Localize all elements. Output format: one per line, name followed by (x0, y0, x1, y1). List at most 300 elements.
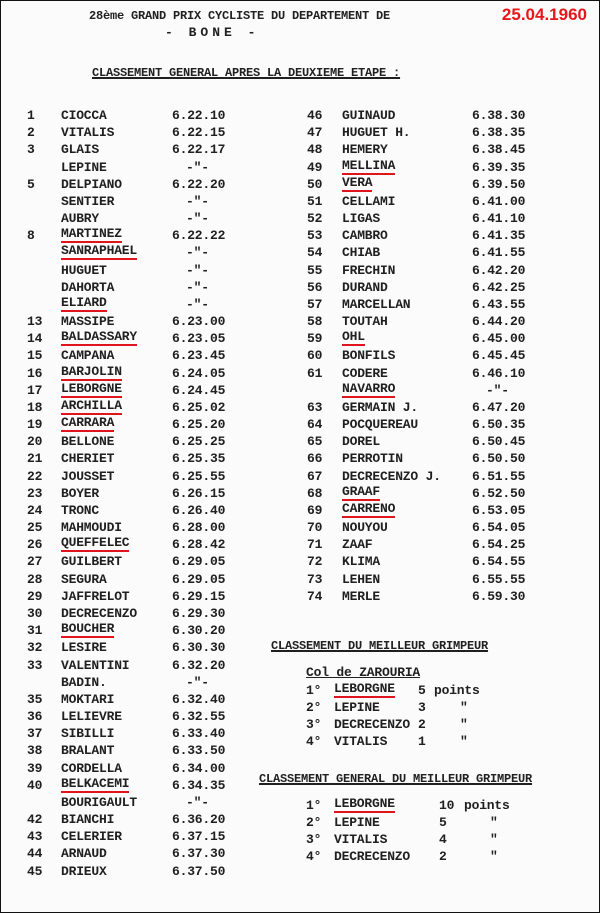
rider-time: 6.23.00 (172, 314, 226, 330)
rider-time: -"- (186, 193, 209, 209)
classification-row (27, 416, 277, 433)
rider-rank: 38 (27, 743, 43, 759)
rider-time: 6.54.05 (472, 520, 526, 536)
rider-time: 6.55.55 (472, 571, 526, 587)
classification-row (301, 279, 561, 296)
classification-row (301, 433, 561, 450)
classification-row (27, 674, 277, 691)
rider-rank: 49 (307, 159, 323, 175)
rider-time: 6.59.30 (472, 588, 526, 604)
rider-time: 6.41.10 (472, 211, 526, 227)
climber-name: DECRECENZO (334, 849, 411, 864)
climber-row (306, 733, 566, 750)
rider-rank: 33 (27, 657, 43, 673)
classification-row (301, 571, 561, 588)
classification-row (301, 588, 561, 605)
classification-row (301, 382, 561, 399)
rider-rank: 1 (27, 108, 35, 123)
rider-rank: 54 (307, 245, 323, 261)
rider-time: 6.22.22 (172, 228, 226, 244)
rider-rank: 72 (307, 554, 323, 570)
classification-row (301, 553, 561, 570)
rider-rank: 37 (27, 726, 43, 742)
rider-name: GRAAF (342, 483, 381, 499)
rider-time: 6.54.55 (472, 554, 526, 570)
rider-time: -"- (486, 382, 509, 398)
date-stamp: 25.04.1960 (501, 5, 587, 24)
rider-name: LEPINE (61, 159, 107, 175)
rider-rank: 73 (307, 571, 323, 587)
classification-row (301, 296, 561, 313)
rider-rank: 31 (27, 623, 43, 639)
classification-row (301, 193, 561, 210)
rider-name: MELLINA (342, 157, 396, 173)
climber-stage-list (306, 682, 566, 750)
rider-name: CELERIER (61, 829, 122, 845)
classification-row (27, 210, 277, 227)
rider-time: 6.45.00 (472, 331, 526, 347)
rider-time: 6.47.20 (472, 399, 526, 415)
climber-stage-heading: CLASSEMENT DU MEILLEUR GRIMPEUR (271, 639, 489, 653)
rider-name: LESIRE (61, 640, 107, 656)
rider-name: DRIEUX (61, 863, 107, 879)
rider-time: 6.25.02 (172, 399, 226, 415)
rider-name: DECRECENZO (61, 605, 138, 621)
classification-row (27, 107, 277, 124)
classification-row (27, 777, 277, 794)
rider-time: 6.46.10 (472, 365, 526, 381)
rider-time: 6.30.20 (172, 623, 226, 639)
rider-name: CELLAMI (342, 193, 396, 209)
classification-row (301, 536, 561, 553)
climber-position: 3° (306, 717, 322, 732)
climber-points: 2 (418, 717, 426, 732)
rider-name: JAFFRELOT (61, 588, 130, 604)
document-location: - BONE - (165, 25, 260, 40)
classification-row (301, 450, 561, 467)
rider-name: LEBORGNE (61, 380, 122, 396)
rider-rank: 21 (27, 451, 43, 467)
rider-rank: 39 (27, 760, 43, 776)
rider-rank: 60 (307, 348, 323, 364)
rider-rank: 58 (307, 314, 323, 330)
classification-row (301, 141, 561, 158)
rider-name: GERMAIN J. (342, 399, 419, 415)
classification-row (301, 244, 561, 261)
classification-row (27, 571, 277, 588)
rider-rank: 57 (307, 296, 323, 312)
rider-time: 6.32.20 (172, 657, 226, 673)
rider-rank: 74 (307, 588, 323, 604)
rider-name: BELLONE (61, 434, 115, 450)
rider-name: BOUCHER (61, 621, 115, 637)
rider-name: QUEFFELEC (61, 535, 130, 551)
climber-points-unit: points (434, 683, 480, 698)
climber-name: VITALIS (334, 734, 388, 749)
climber-position: 1° (306, 683, 322, 698)
climber-name: DECRECENZO (334, 717, 411, 732)
rider-name: GUINAUD (342, 108, 396, 123)
rider-time: 6.22.10 (172, 108, 226, 123)
classification-row (27, 399, 277, 416)
climber-general-heading: CLASSEMENT GENERAL DU MEILLEUR GRIMPEUR (259, 772, 533, 786)
rider-time: 6.42.20 (472, 262, 526, 278)
rider-time: 6.43.55 (472, 296, 526, 312)
rider-time: 6.41.35 (472, 228, 526, 244)
climber-points: 2 (439, 849, 447, 864)
rider-rank: 18 (27, 399, 43, 415)
classification-row (27, 330, 277, 347)
classification-row (27, 708, 277, 725)
rider-time: 6.53.05 (472, 502, 526, 518)
rider-rank: 45 (27, 863, 43, 879)
climber-position: 3° (306, 832, 322, 847)
climber-points: 4 (439, 832, 447, 847)
rider-time: 6.39.50 (472, 176, 526, 192)
classification-row (27, 588, 277, 605)
rider-time: 6.41.55 (472, 245, 526, 261)
rider-name: CIOCCA (61, 108, 107, 123)
rider-rank: 3 (27, 142, 35, 158)
rider-time: 6.38.45 (472, 142, 526, 158)
climber-name: LEPINE (334, 700, 380, 715)
rider-name: ARNAUD (61, 846, 107, 862)
rider-name: MASSIPE (61, 314, 115, 330)
rider-rank: 51 (307, 193, 323, 209)
classification-row (27, 159, 277, 176)
classification-row (27, 450, 277, 467)
rider-time: 6.36.20 (172, 812, 226, 828)
rider-time: -"- (186, 296, 209, 312)
rider-time: 6.22.15 (172, 125, 226, 141)
rider-time: 6.32.40 (172, 691, 226, 707)
rider-name: SEGURA (61, 571, 107, 587)
rider-rank: 59 (307, 331, 323, 347)
classification-row (301, 210, 561, 227)
classification-row (27, 433, 277, 450)
climber-points: 5 (439, 815, 447, 830)
rider-time: -"- (186, 245, 209, 261)
rider-rank: 22 (27, 468, 43, 484)
climber-points-unit: " (460, 700, 468, 715)
classification-row (301, 519, 561, 536)
rider-rank: 42 (27, 812, 43, 828)
classification-row (27, 811, 277, 828)
rider-rank: 50 (307, 176, 323, 192)
rider-name: NOUYOU (342, 520, 388, 536)
classification-row (301, 485, 561, 502)
classification-row (27, 468, 277, 485)
classification-row (27, 262, 277, 279)
rider-rank: 65 (307, 434, 323, 450)
climber-row (306, 814, 566, 831)
climber-name: LEBORGNE (334, 796, 395, 811)
classification-row (301, 330, 561, 347)
classification-row (27, 193, 277, 210)
rider-time: 6.30.30 (172, 640, 226, 656)
rider-rank: 26 (27, 537, 43, 553)
classification-row (301, 159, 561, 176)
rider-time: 6.29.15 (172, 588, 226, 604)
classification-column-right (301, 107, 561, 605)
rider-rank: 68 (307, 485, 323, 501)
climber-points: 10 (439, 798, 455, 813)
classification-row (27, 485, 277, 502)
rider-rank: 55 (307, 262, 323, 278)
classification-row (27, 639, 277, 656)
classification-row (27, 176, 277, 193)
rider-rank: 63 (307, 399, 323, 415)
rider-name: AUBRY (61, 211, 100, 227)
climber-row (306, 699, 566, 716)
rider-rank: 53 (307, 228, 323, 244)
rider-name: BONFILS (342, 348, 396, 364)
classification-row (27, 519, 277, 536)
rider-rank: 36 (27, 709, 43, 725)
rider-time: 6.37.15 (172, 829, 226, 845)
rider-time: 6.33.40 (172, 726, 226, 742)
rider-time: 6.32.55 (172, 709, 226, 725)
rider-time: 6.29.30 (172, 605, 226, 621)
classification-column-left (27, 107, 277, 880)
rider-name: ARCHILLA (61, 397, 122, 413)
climber-points-unit: points (464, 798, 510, 813)
classification-row (301, 124, 561, 141)
rider-rank: 8 (27, 228, 35, 244)
rider-name: CHERIET (61, 451, 115, 467)
rider-time: -"- (186, 279, 209, 295)
rider-rank: 19 (27, 417, 43, 433)
rider-time: 6.37.30 (172, 846, 226, 862)
rider-time: 6.41.00 (472, 193, 526, 209)
climber-row (306, 797, 566, 814)
rider-name: LIGAS (342, 211, 381, 227)
climber-name: VITALIS (334, 832, 388, 847)
classification-row (301, 502, 561, 519)
rider-name: FRECHIN (342, 262, 396, 278)
rider-rank: 66 (307, 451, 323, 467)
rider-time: 6.38.35 (472, 125, 526, 141)
rider-time: 6.33.50 (172, 743, 226, 759)
rider-name: CORDELLA (61, 760, 122, 776)
rider-rank: 71 (307, 537, 323, 553)
rider-time: 6.45.45 (472, 348, 526, 364)
climber-points-unit: " (460, 717, 468, 732)
rider-name: VERA (342, 174, 373, 190)
rider-name: BELKACEMI (61, 775, 130, 791)
rider-name: JOUSSET (61, 468, 115, 484)
classification-row (27, 244, 277, 261)
rider-name: LEHEN (342, 571, 381, 587)
rider-name: HUGUET H. (342, 125, 411, 141)
classification-row (27, 863, 277, 880)
rider-time: 6.26.40 (172, 502, 226, 518)
classification-row (27, 141, 277, 158)
rider-name: KLIMA (342, 554, 381, 570)
rider-name: HEMERY (342, 142, 388, 158)
rider-time: 6.34.00 (172, 760, 226, 776)
rider-rank: 5 (27, 176, 35, 192)
rider-name: SENTIER (61, 193, 115, 209)
rider-rank: 70 (307, 520, 323, 536)
classification-row (27, 365, 277, 382)
rider-rank: 47 (307, 125, 323, 141)
rider-time: 6.24.05 (172, 365, 226, 381)
rider-name: ZAAF (342, 537, 373, 553)
rider-time: 6.50.35 (472, 417, 526, 433)
rider-rank: 20 (27, 434, 43, 450)
classification-row (27, 725, 277, 742)
rider-rank: 28 (27, 571, 43, 587)
classification-row (27, 313, 277, 330)
rider-rank: 30 (27, 605, 43, 621)
rider-rank: 56 (307, 279, 323, 295)
rider-time: 6.50.45 (472, 434, 526, 450)
classification-row (27, 536, 277, 553)
rider-name: CHIAB (342, 245, 381, 261)
classification-row (301, 227, 561, 244)
climber-points: 5 (418, 683, 426, 698)
rider-time: 6.34.35 (172, 777, 226, 793)
classification-row (27, 502, 277, 519)
rider-time: 6.25.35 (172, 451, 226, 467)
rider-name: CAMBRO (342, 228, 388, 244)
rider-time: 6.25.20 (172, 417, 226, 433)
climber-points-unit: " (490, 815, 498, 830)
climber-general-list (306, 797, 566, 865)
rider-name: BADIN. (61, 674, 107, 690)
rider-rank: 24 (27, 502, 43, 518)
climber-position: 2° (306, 815, 322, 830)
classification-row (301, 313, 561, 330)
rider-time: 6.23.05 (172, 331, 226, 347)
rider-name: CODERE (342, 365, 388, 381)
rider-rank: 23 (27, 485, 43, 501)
climber-position: 4° (306, 734, 322, 749)
climb-col-name: Col de ZAROURIA (306, 665, 421, 680)
rider-time: -"- (186, 674, 209, 690)
rider-time: 6.23.45 (172, 348, 226, 364)
classification-row (27, 657, 277, 674)
classification-row (301, 416, 561, 433)
rider-rank: 15 (27, 348, 43, 364)
classification-row (27, 794, 277, 811)
rider-rank: 69 (307, 502, 323, 518)
classification-row (27, 828, 277, 845)
classification-row (27, 691, 277, 708)
rider-time: 6.29.05 (172, 571, 226, 587)
rider-time: 6.39.35 (472, 159, 526, 175)
rider-name: TOUTAH (342, 314, 388, 330)
rider-name: NAVARRO (342, 380, 396, 396)
classification-row (27, 296, 277, 313)
climber-position: 4° (306, 849, 322, 864)
rider-time: 6.24.45 (172, 382, 226, 398)
classification-row (27, 124, 277, 141)
rider-rank: 46 (307, 108, 323, 123)
rider-time: 6.37.50 (172, 863, 226, 879)
climber-name: LEPINE (334, 815, 380, 830)
climber-row (306, 831, 566, 848)
rider-rank: 48 (307, 142, 323, 158)
rider-name: MARTINEZ (61, 226, 122, 242)
rider-name: BARJOLIN (61, 363, 122, 379)
climber-position: 2° (306, 700, 322, 715)
rider-name: CARRARA (61, 415, 115, 431)
rider-time: 6.22.20 (172, 176, 226, 192)
rider-time: 6.29.05 (172, 554, 226, 570)
rider-time: 6.25.55 (172, 468, 226, 484)
rider-name: PERROTIN (342, 451, 403, 467)
rider-name: LELIEVRE (61, 709, 122, 725)
rider-rank: 27 (27, 554, 43, 570)
climber-position: 1° (306, 798, 322, 813)
rider-rank: 35 (27, 691, 43, 707)
rider-rank: 64 (307, 417, 323, 433)
rider-time: 6.28.00 (172, 520, 226, 536)
rider-name: BRALANT (61, 743, 115, 759)
rider-name: GUILBERT (61, 554, 122, 570)
rider-name: VALENTINI (61, 657, 130, 673)
rider-rank: 2 (27, 125, 35, 141)
rider-time: 6.22.17 (172, 142, 226, 158)
classification-row (27, 347, 277, 364)
rider-name: SANRAPHAEL (61, 243, 138, 259)
classification-row (301, 347, 561, 364)
rider-name: BOURIGAULT (61, 794, 138, 810)
rider-name: BOYER (61, 485, 100, 501)
rider-name: CARRENO (342, 500, 396, 516)
rider-name: TRONC (61, 502, 100, 518)
rider-rank: 61 (307, 365, 323, 381)
rider-name: SIBILLI (61, 726, 115, 742)
classification-heading: CLASSEMENT GENERAL APRES LA DEUXIEME ETAPE : (92, 66, 401, 80)
classification-row (301, 468, 561, 485)
rider-rank: 16 (27, 365, 43, 381)
climber-points-unit: " (490, 832, 498, 847)
rider-name: DECRECENZO J. (342, 468, 441, 484)
rider-rank: 32 (27, 640, 43, 656)
rider-name: DURAND (342, 279, 388, 295)
rider-rank: 13 (27, 314, 43, 330)
classification-row (27, 760, 277, 777)
rider-rank: 25 (27, 520, 43, 536)
rider-rank: 29 (27, 588, 43, 604)
climber-points-unit: " (490, 849, 498, 864)
rider-rank: 40 (27, 777, 43, 793)
rider-name: POCQUEREAU (342, 417, 419, 433)
classification-row (27, 382, 277, 399)
rider-time: 6.38.30 (472, 108, 526, 123)
rider-name: MAHMOUDI (61, 520, 122, 536)
rider-time: 6.25.25 (172, 434, 226, 450)
rider-rank: 44 (27, 846, 43, 862)
classification-row (27, 279, 277, 296)
rider-name: DELPIANO (61, 176, 122, 192)
classification-row (301, 399, 561, 416)
rider-time: 6.44.20 (472, 314, 526, 330)
rider-name: ELIARD (61, 294, 107, 310)
classification-row (301, 176, 561, 193)
rider-name: MERLE (342, 588, 381, 604)
rider-name: DOREL (342, 434, 381, 450)
document-title: 28ème GRAND PRIX CYCLISTE DU DEPARTEMENT DE (89, 9, 391, 23)
climber-name: LEBORGNE (334, 681, 395, 696)
classification-row (27, 227, 277, 244)
climber-row (306, 682, 566, 699)
rider-name: BALDASSARY (61, 329, 138, 345)
climber-row (306, 716, 566, 733)
